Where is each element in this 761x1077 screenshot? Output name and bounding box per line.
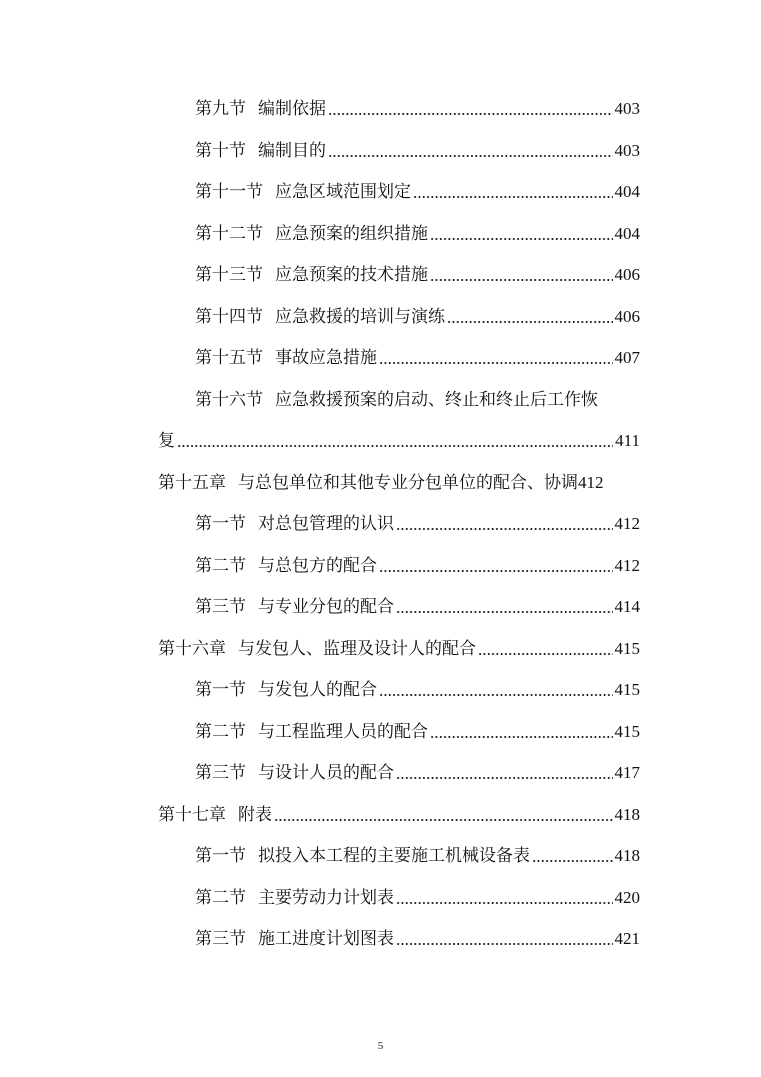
section-title: 与工程监理人员的配合: [258, 722, 428, 742]
dot-leader: [328, 155, 613, 157]
section-number: 第十节: [195, 141, 246, 161]
toc-entry[interactable]: [0, 842, 761, 870]
toc-entry[interactable]: [0, 884, 761, 912]
section-number: 第二节: [195, 722, 246, 742]
section-number: 第十六节: [195, 390, 263, 410]
toc-entry-wrapped[interactable]: [0, 386, 761, 456]
section-title: 事故应急措施: [275, 348, 377, 368]
page-number: 412: [614, 556, 640, 575]
toc-entry[interactable]: [0, 593, 761, 621]
toc-entry[interactable]: [0, 220, 761, 248]
dot-leader: [379, 362, 613, 364]
dot-leader: [379, 570, 613, 572]
section-number: 第三节: [195, 597, 246, 617]
dot-leader: [396, 943, 613, 945]
section-number: 第九节: [195, 99, 246, 119]
dot-leader: [396, 528, 613, 530]
page-number: 404: [614, 224, 640, 243]
toc-entry[interactable]: [0, 178, 761, 206]
toc-chapter-entry[interactable]: [0, 801, 761, 829]
toc-entry[interactable]: [0, 137, 761, 165]
dot-leader: [379, 694, 613, 696]
toc-entry[interactable]: [0, 676, 761, 704]
section-title: 编制目的: [258, 141, 326, 161]
section-title: 应急救援预案的启动、终止和终止后工作恢: [275, 390, 598, 410]
page-number: 403: [614, 141, 640, 160]
page-number: 414: [614, 597, 640, 616]
section-title: 主要劳动力计划表: [258, 888, 394, 908]
section-number: 第十二节: [195, 224, 263, 244]
section-number: 第十三节: [195, 265, 263, 285]
page-number: 406: [614, 307, 640, 326]
section-title: 应急预案的组织措施: [275, 224, 428, 244]
section-number: 第一节: [195, 514, 246, 534]
toc-entry[interactable]: [0, 344, 761, 372]
toc-chapter-entry[interactable]: [0, 635, 761, 663]
section-number: 第一节: [195, 680, 246, 700]
page-number: 411: [615, 431, 640, 450]
section-title: 应急区域范围划定: [275, 182, 411, 202]
dot-leader: [396, 777, 613, 779]
section-number: 第二节: [195, 888, 246, 908]
page-number: 415: [614, 722, 640, 741]
dot-leader: [532, 860, 613, 862]
chapter-number: 第十七章: [158, 805, 226, 825]
toc-entry[interactable]: [0, 261, 761, 289]
section-number: 第十五节: [195, 348, 263, 368]
page-footer-number: 5: [377, 1040, 384, 1052]
page-number: 412: [614, 514, 640, 533]
section-number: 第三节: [195, 929, 246, 949]
dot-leader: [328, 113, 613, 115]
toc-entry[interactable]: [0, 718, 761, 746]
dot-leader: [430, 736, 613, 738]
section-title: 对总包管理的认识: [258, 514, 394, 534]
toc-entry[interactable]: [0, 552, 761, 580]
chapter-title: 与总包单位和其他专业分包单位的配合、协调: [238, 473, 578, 493]
dot-leader: [396, 611, 613, 613]
chapter-title: 附表: [238, 805, 272, 825]
dot-leader: [413, 196, 613, 198]
section-title: 编制依据: [258, 99, 326, 119]
page-number: 421: [614, 929, 640, 948]
toc-entry[interactable]: [0, 510, 761, 538]
section-title-continued: 复: [158, 431, 175, 451]
section-number: 第二节: [195, 556, 246, 576]
toc-entry[interactable]: [0, 303, 761, 331]
dot-leader: [478, 653, 613, 655]
page-number: 418: [614, 846, 640, 865]
section-title: 拟投入本工程的主要施工机械设备表: [258, 846, 530, 866]
page-number: 415: [614, 639, 640, 658]
section-title: 与发包人的配合: [258, 680, 377, 700]
section-title: 与设计人员的配合: [258, 763, 394, 783]
toc-entry[interactable]: [0, 759, 761, 787]
dot-leader: [274, 819, 613, 821]
section-title: 应急救援的培训与演练: [275, 307, 445, 327]
page-number: 406: [614, 265, 640, 284]
toc-entry[interactable]: [0, 925, 761, 953]
dot-leader: [430, 238, 613, 240]
section-number: 第三节: [195, 763, 246, 783]
page-number: 417: [614, 763, 640, 782]
section-title: 应急预案的技术措施: [275, 265, 428, 285]
chapter-number: 第十六章: [158, 639, 226, 659]
toc-chapter-entry[interactable]: [0, 469, 761, 497]
dot-leader: [177, 445, 613, 447]
section-title: 与总包方的配合: [258, 556, 377, 576]
chapter-title: 与发包人、监理及设计人的配合: [238, 639, 476, 659]
page-number: 407: [614, 348, 640, 367]
dot-leader: [447, 321, 613, 323]
page-number: 418: [614, 805, 640, 824]
page-number: 412: [578, 473, 604, 492]
page-number: 420: [614, 888, 640, 907]
section-number: 第十四节: [195, 307, 263, 327]
dot-leader: [430, 279, 613, 281]
toc-entry[interactable]: [0, 95, 761, 123]
page-number: 403: [614, 99, 640, 118]
chapter-number: 第十五章: [158, 473, 226, 493]
section-title: 与专业分包的配合: [258, 597, 394, 617]
section-title: 施工进度计划图表: [258, 929, 394, 949]
page-number: 415: [614, 680, 640, 699]
dot-leader: [396, 902, 613, 904]
section-number: 第十一节: [195, 182, 263, 202]
page-number: 404: [614, 182, 640, 201]
section-number: 第一节: [195, 846, 246, 866]
